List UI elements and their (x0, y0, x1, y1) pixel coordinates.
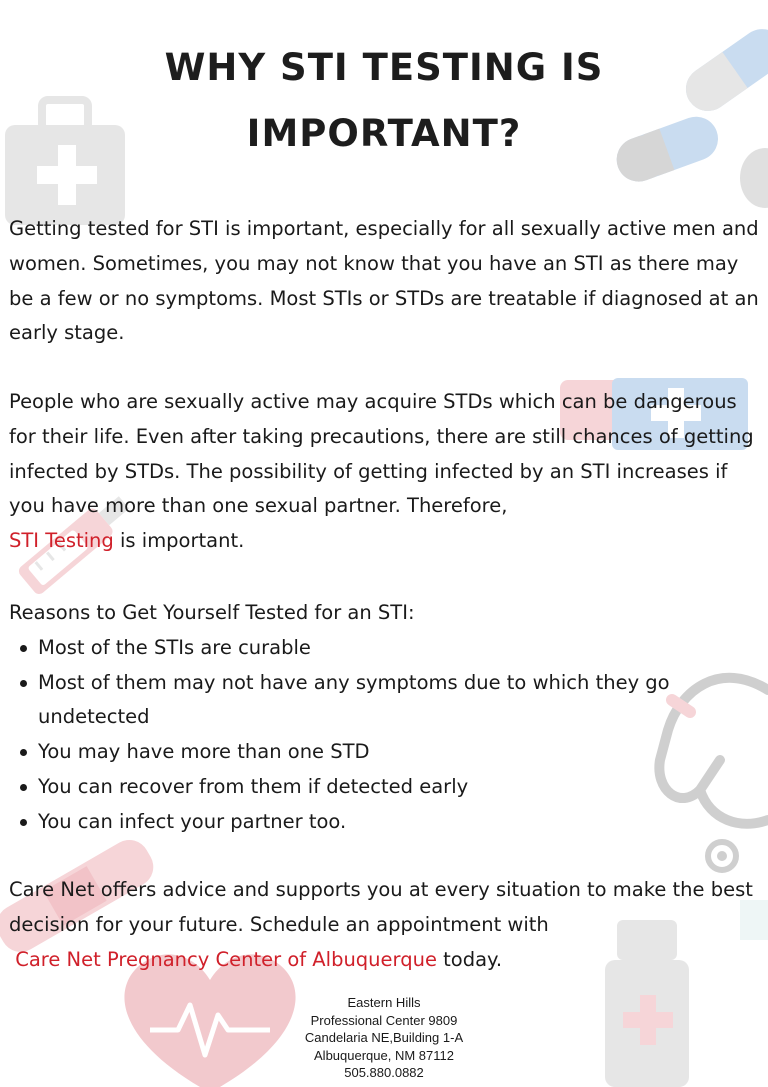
list-item: You can infect your partner too. (38, 805, 761, 840)
list-item: You may have more than one STD (38, 735, 761, 770)
closing-paragraph (9, 873, 761, 977)
risk-paragraph (9, 385, 761, 559)
care-net-link[interactable]: Care Net Pregnancy Center of Albuquerque (15, 947, 437, 971)
reasons-list (9, 631, 761, 840)
risk-paragraph-suffix: is important. (113, 529, 245, 553)
page-title-line-1: WHY STI TESTING IS (164, 46, 604, 89)
list-item: Most of the STIs are curable (38, 631, 761, 666)
reasons-section (9, 596, 761, 840)
list-item: Most of them may not have any symptoms due to which they go undetected (38, 666, 761, 736)
phone-number: 505.880.0882 (344, 1065, 424, 1081)
address-line-1: Eastern Hills (347, 995, 421, 1010)
address-line-4: Albuquerque, NM 87112 (314, 1047, 454, 1063)
intro-paragraph: Getting tested for STI is important, especially for all sexually active men and women. Sometimes, you may not know that you have an STI as there may be a few or no symptoms. Most STIs or STDs are treatable if diagnosed at an early stage. (9, 217, 759, 345)
address-line-3: Candelaria NE,Building 1-A (304, 1030, 464, 1046)
address-block (284, 994, 484, 1082)
closing-suffix: today. (436, 947, 503, 971)
reasons-heading: Reasons to Get Yourself Tested for an STI: (9, 601, 415, 624)
risk-paragraph-text: People who are sexually active may acquire STDs which can be dangerous for their life. Even after taking precautions, there are still chances of getting infected by STDs. The possibility of getting infected by an STI increases if you have more than one sexual partner. Therefore, (9, 390, 754, 518)
page-title-line-2: IMPORTANT? (246, 112, 522, 155)
list-item: You can recover from them if detected early (38, 770, 761, 805)
closing-text: Care Net offers advice and supports you at every situation to make the best decision for your future. Schedule an appointment with (9, 878, 753, 936)
sti-testing-link[interactable]: STI Testing (9, 529, 114, 553)
address-line-2: Professional Center 9809 (310, 1012, 458, 1028)
